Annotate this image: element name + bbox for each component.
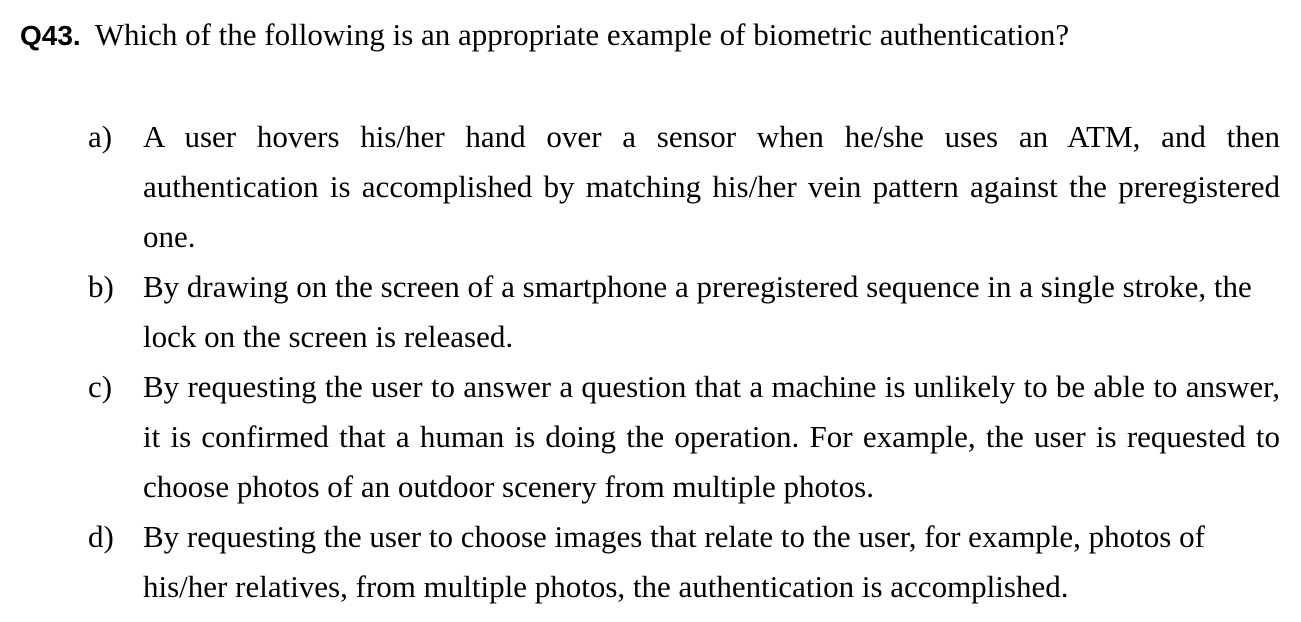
option-text: By requesting the user to choose images that relate to the user, for example, photos of his/her relatives, from multiple photos, the authentication is accomplished.: [143, 519, 1205, 604]
option-label: d): [88, 519, 114, 554]
question-number: Q43.: [20, 20, 81, 51]
answer-options-list: [88, 112, 1280, 612]
answer-option-a[interactable]: [88, 112, 1280, 262]
answer-option-d[interactable]: [88, 512, 1280, 612]
option-label: c): [88, 369, 113, 404]
answer-option-c[interactable]: [88, 362, 1280, 512]
answer-option-b[interactable]: [88, 262, 1280, 362]
option-label: a): [88, 119, 113, 154]
option-label: b): [88, 269, 114, 304]
option-text: A user hovers his/her hand over a sensor when he/she uses an ATM, and then authentication is accomplished by matching his/her vein pattern against the preregistered one.: [143, 119, 1280, 254]
option-text: By requesting the user to answer a question that a machine is unlikely to be able to answer, it is confirmed that a human is doing the operation. For example, the user is requested to choose photos of an outdoor scenery from multiple photos.: [143, 369, 1280, 504]
question-stem: [20, 16, 1280, 55]
question-text: Which of the following is an appropriate example of biometric authentication?: [94, 17, 1070, 52]
option-text: By drawing on the screen of a smartphone a preregistered sequence in a single stroke, the lock on the screen is released.: [143, 269, 1252, 354]
